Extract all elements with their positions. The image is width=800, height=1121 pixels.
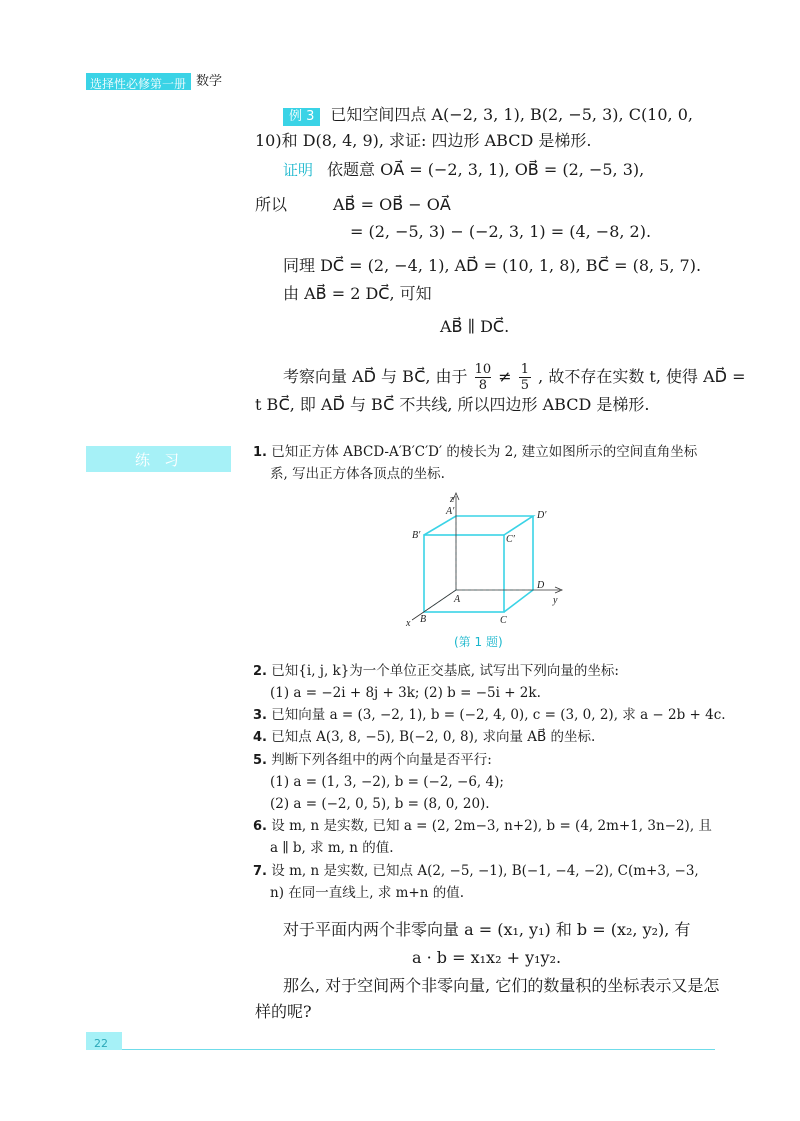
example-line-2: 10)和 D(8, 4, 9), 求证: 四边形 ABCD 是梯形. bbox=[255, 131, 592, 150]
question-3: 3. 已知向量 a = (3, −2, 1), b = (−2, 4, 0), c = (3, 0, 2), 求 a − 2b + 4c. bbox=[253, 707, 726, 723]
consider-line: 考察向量 AD⃗ 与 BC⃗, 由于 $\frac{10}{8}$ ≠ $\frac{1}{5}$ , 故不存在实数 t, 使得 AD⃗ = bbox=[283, 362, 746, 393]
conclusion-line: t BC⃗, 即 AD⃗ 与 BC⃗ 不共线, 所以四边形 ABCD 是梯形. bbox=[255, 395, 650, 414]
exercise-band bbox=[86, 446, 231, 472]
question-4: 4. 已知点 A(3, 8, −5), B(−2, 0, 8), 求向量 AB⃗ 的坐标. bbox=[253, 729, 596, 745]
label-c: C bbox=[500, 615, 507, 626]
cube-right-edges bbox=[504, 516, 533, 612]
question-7-line-2: n) 在同一直线上, 求 m+n 的值. bbox=[270, 885, 465, 901]
footer-rule bbox=[122, 1049, 715, 1050]
proof-line: 证明 依题意 OA⃗ = (−2, 3, 1), OB⃗ = (2, −5, 3), bbox=[283, 160, 645, 179]
book-title: 选择性必修第一册 bbox=[90, 77, 187, 91]
x-axis bbox=[412, 590, 456, 620]
question-1-line-1: 1. 已知正方体 ABCD-A′B′C′D′ 的棱长为 2, 建立如图所示的空间直角坐标 bbox=[253, 444, 698, 460]
footer-band bbox=[86, 1032, 122, 1050]
label-d: D bbox=[537, 580, 545, 591]
subject-label: 数学 bbox=[196, 74, 223, 89]
question-6-line-1: 6. 设 m, n 是实数, 已知 a = (2, 2m−3, n+2), b = (4, 2m+1, 3n−2), 且 bbox=[253, 818, 712, 834]
header-band bbox=[86, 73, 191, 90]
page-number: 22 bbox=[94, 1037, 108, 1050]
proof-label: 证明 bbox=[283, 161, 314, 179]
parallel-statement: AB⃗ ∥ DC⃗. bbox=[440, 317, 510, 336]
question-5-line-1: 5. 判断下列各组中的两个向量是否平行: bbox=[253, 752, 492, 768]
label-a: A bbox=[454, 594, 461, 605]
exercise-title: 练习 bbox=[134, 451, 193, 469]
label-y: y bbox=[553, 595, 558, 606]
closing-line-3: 那么, 对于空间两个非零向量, 它们的数量积的坐标表示又是怎 bbox=[283, 976, 720, 995]
label-c-prime: C′ bbox=[506, 534, 515, 545]
cube-front-face bbox=[424, 535, 504, 612]
ab-relation-line: 由 AB⃗ = 2 DC⃗, 可知 bbox=[283, 284, 432, 303]
closing-line-4: 样的呢? bbox=[255, 1002, 312, 1021]
question-6-line-2: a ∥ b, 求 m, n 的值. bbox=[270, 840, 394, 856]
example-tag: 例 3 bbox=[283, 108, 320, 126]
equation-1: AB⃗ = OB⃗ − OA⃗ bbox=[333, 195, 451, 214]
figure-caption: (第 1 题) bbox=[454, 635, 503, 649]
label-x: x bbox=[406, 618, 411, 628]
label-b-prime: B′ bbox=[412, 530, 421, 541]
vectors-line: 同理 DC⃗ = (2, −4, 1), AD⃗ = (10, 1, 8), BC⃗ = (8, 5, 7). bbox=[283, 256, 702, 275]
cube-figure bbox=[400, 488, 580, 628]
example-line-1: 例 3 已知空间四点 A(−2, 3, 1), B(2, −5, 3), C(10, 0, bbox=[283, 104, 693, 126]
question-1-line-2: 系, 写出正方体各顶点的坐标. bbox=[270, 466, 445, 482]
cube-top-edges bbox=[424, 516, 533, 535]
so-label: 所以 bbox=[255, 195, 288, 214]
question-7-line-1: 7. 设 m, n 是实数, 已知点 A(2, −5, −1), B(−1, −4, −2), C(m+3, −3, bbox=[253, 863, 699, 879]
fraction-1-5: $\frac{1}{5}$ bbox=[520, 362, 530, 393]
label-z: z bbox=[450, 494, 454, 505]
question-5-line-2: (1) a = (1, 3, −2), b = (−2, −6, 4); bbox=[270, 774, 504, 790]
question-2-line-1: 2. 已知{i, j, k}为一个单位正交基底, 试写出下列向量的坐标: bbox=[253, 663, 619, 679]
question-2-line-2: (1) a = −2i + 8j + 3k; (2) b = −5i + 2k. bbox=[270, 685, 541, 701]
equation-2: = (2, −5, 3) − (−2, 3, 1) = (4, −8, 2). bbox=[350, 222, 652, 241]
label-a-prime: A′ bbox=[446, 506, 455, 517]
label-d-prime: D′ bbox=[537, 510, 547, 521]
closing-formula: a · b = x₁x₂ + y₁y₂. bbox=[412, 948, 562, 967]
closing-line-1: 对于平面内两个非零向量 a = (x₁, y₁) 和 b = (x₂, y₂), 有 bbox=[283, 920, 691, 939]
question-5-line-3: (2) a = (−2, 0, 5), b = (8, 0, 20). bbox=[270, 796, 490, 812]
label-b: B bbox=[420, 614, 427, 625]
fraction-10-8: $\frac{10}{8}$ bbox=[474, 362, 492, 393]
